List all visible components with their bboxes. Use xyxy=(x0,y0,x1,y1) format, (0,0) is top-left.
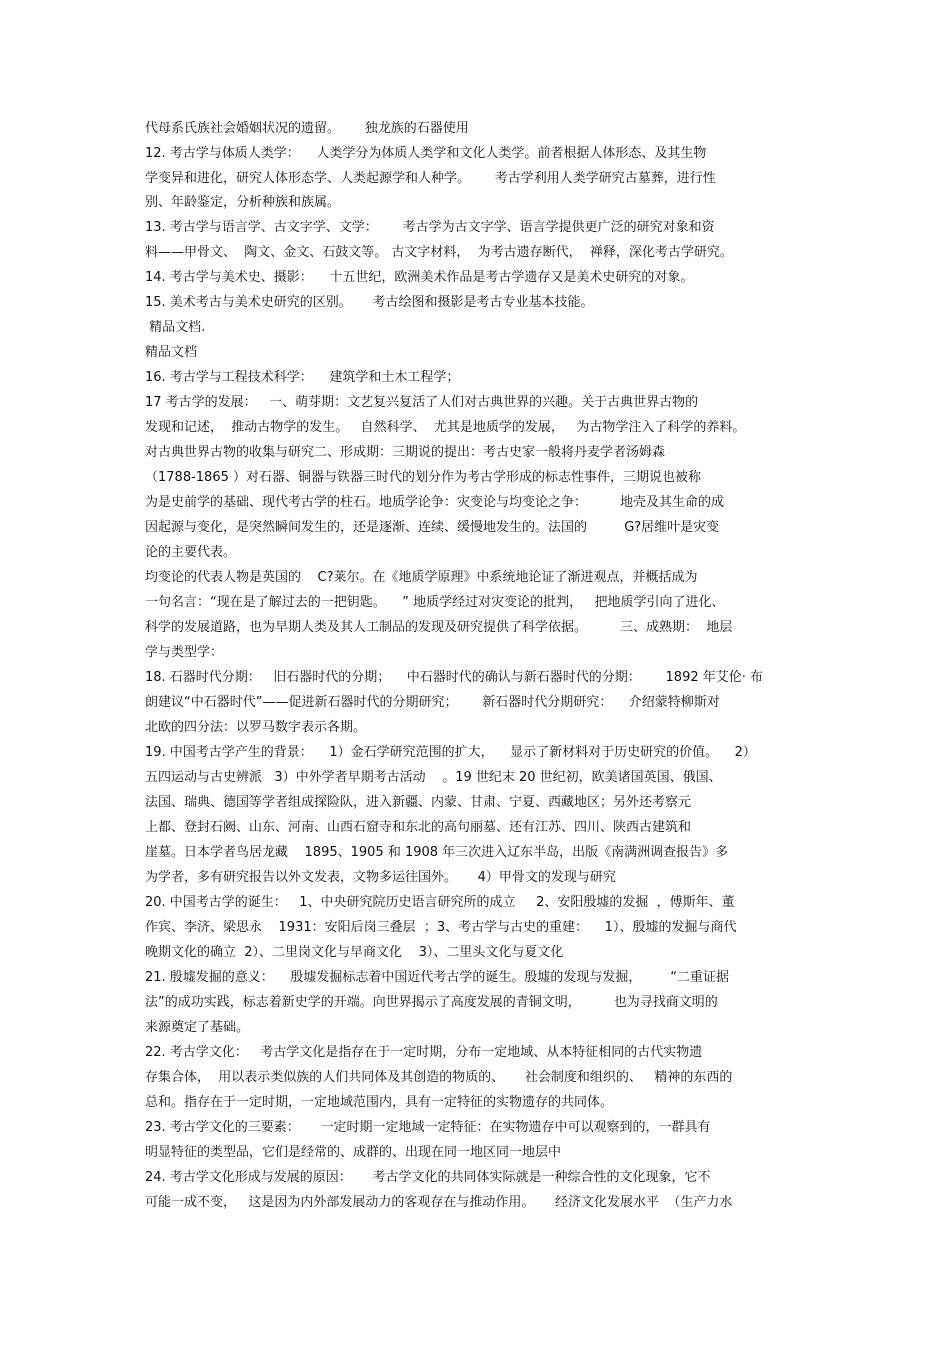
text-line: 北欧的四分法：以罗马数字表示各期。 xyxy=(145,720,367,735)
text-line: 学变异和进化，研究人体形态学、人类起源学和人种学。 考古学利用人类学研究古墓葬，进行性 xyxy=(145,171,716,186)
text-line: 晚期文化的确立 2）、二里岗文化与早商文化 3）、二里头文化与夏文化 xyxy=(145,945,564,960)
text-line: 发现和记述， 推动古物学的发生。 自然科学、 尤其是地质学的发展， 为古物学注入了科学的养料。 xyxy=(145,420,746,435)
text-line: 法”的成功实践，标志着新史学的开端。向世界揭示了高度发展的青铜文明， 也为寻找商文明的 xyxy=(145,995,718,1010)
text-line: 料——甲骨文、 陶文、金文、石鼓文等。 古文字材料， 为考古遗存断代， 禅释，深化考古学研究。 xyxy=(145,245,733,260)
text-line: 19. 中国考古学产生的背景： 1）金石学研究范围的扩大， 显示了新材料对于历史研究的价值。 2） xyxy=(145,745,756,760)
text-line: 18. 石器时代分期： 旧石器时代的分期； 中石器时代的确认与新石器时代的分期： 1892 年艾伦· 布 xyxy=(145,670,764,685)
text-line: 明显特征的类型品，它们是经常的、成群的、出现在同一地区同一地层中 xyxy=(145,1145,562,1160)
page-header: 精品文档 xyxy=(145,345,198,360)
text-line: 23. 考古学文化的三要素： 一定时期一定地域一定特征：在实物遗存中可以观察到的，一群具有 xyxy=(145,1120,711,1135)
text-line: 17 考古学的发展： 一、萌芽期：文艺复兴复活了人们对古典世界的兴趣。关于古典世界古物的 xyxy=(145,395,699,410)
text-line: （1788-1865 ）对石器、铜器与铁器三时代的划分作为考古学形成的标志性事件，三期说也被称 xyxy=(145,470,701,485)
text-line: 13. 考古学与语言学、古文字学、文学： 考古学为古文字学、语言学提供更广泛的研究对象和资 xyxy=(145,220,715,235)
text-line: 14. 考古学与美术史、摄影： 十五世纪，欧洲美术作品是考古学遗存又是美术史研究的对象。 xyxy=(145,270,694,285)
text-line: 24. 考古学文化形成与发展的原因： 考古学文化的共同体实际就是一种综合性的文化现象，它不 xyxy=(145,1170,711,1185)
text-line: 科学的发展道路，也为早期人类及其人工制品的发现及研究提供了科学依据。 三、成熟期： 地层 xyxy=(145,620,733,635)
text-line: 崖墓。日本学者鸟居龙藏 1895、1905 和 1908 年三次进入辽东半岛，出版《南满洲调查报告》多 xyxy=(145,845,729,860)
text-line: 总和。指存在于一定时期，一定地域范围内，具有一定特征的实物遗存的共同体。 xyxy=(145,1095,614,1110)
text-line: 法国、瑞典、德国等学者组成探险队，进入新疆、内蒙、甘肃、宁夏、西藏地区；另外还考察元 xyxy=(145,795,692,810)
text-line: 作宾、李济、梁思永 1931：安阳后岗三叠层 ；3、考古学与古史的重建： 1）、殷墟的发掘与商代 xyxy=(145,920,737,935)
text-line: 22. 考古学文化： 考古学文化是指存在于一定时期，分布一定地域、从本特征相同的古代实物遗 xyxy=(145,1045,703,1060)
text-line: 15. 美术考古与美术史研究的区别。 考古绘图和摄影是考古专业基本技能。 xyxy=(145,295,594,310)
text-line: 20. 中国考古学的诞生： 1、中央研究院历史语言研究所的成立 2、安阳殷墟的发掘 ，傅斯年、董 xyxy=(145,895,735,910)
text-line: 上都、登封石阙、山东、河南、山西石窟寺和东北的高句丽墓、还有江苏、四川、陕西古建筑和 xyxy=(145,820,692,835)
text-line: 可能一成不变， 这是因为内外部发展动力的客观存在与推动作用。 经济文化发展水平 （生产力水 xyxy=(145,1195,733,1210)
text-line: 12. 考古学与体质人类学： 人类学分为体质人类学和文化人类学。前者根据人体形态、及其生物 xyxy=(145,146,707,161)
text-line: 均变论的代表人物是英国的 C?莱尔。在《地质学原理》中系统地论证了渐进观点，并概括成为 xyxy=(145,570,698,585)
text-line: 代母系氏族社会婚姻状况的遗留。 独龙族的石器使用 xyxy=(145,121,469,136)
page-footer: 精品文档. xyxy=(145,320,206,335)
text-line: 朗建议“中石器时代”——促进新石器时代的分期研究； 新石器时代分期研究： 介绍蒙特柳斯对 xyxy=(145,695,720,710)
text-line: 一句名言：“现在是了解过去的一把钥匙。 ” 地质学经过对灾变论的批判， 把地质学引向了进化、 xyxy=(145,595,725,610)
text-line: 为是史前学的基础、现代考古学的柱石。地质学论争：灾变论与均变论之争： 地壳及其生命的成 xyxy=(145,495,725,510)
text-line: 21. 殷墟发掘的意义： 殷墟发掘标志着中国近代考古学的诞生。殷墟的发现与发掘， “二重证据 xyxy=(145,970,729,985)
text-line: 为学者，多有研究报告以外文发表，文物多运往国外。 4）甲骨文的发现与研究 xyxy=(145,870,616,885)
text-line: 别、年龄鉴定，分析种族和族属。 xyxy=(145,195,341,210)
text-line: 对古典世界古物的收集与研究二、形成期：三期说的提出：考古史家一般将丹麦学者汤姆森 xyxy=(145,445,666,460)
text-line: 存集合体， 用以表示类似族的人们共同体及其创造的物质的、 社会制度和组织的、 精神的东西的 xyxy=(145,1070,733,1085)
text-line: 五四运动与古史辨派 3）中外学者早期考古活动 。19 世纪末 20 世纪初，欧美诸国英国、俄国、 xyxy=(145,770,722,785)
text-line: 16. 考古学与工程技术科学： 建筑学和土木工程学； xyxy=(145,370,460,385)
text-line: 因起源与变化，是突然瞬间发生的，还是逐渐、连续、缓慢地发生的。法国的 G?居维叶是灾变 xyxy=(145,520,720,535)
text-line: 来源奠定了基础。 xyxy=(145,1020,250,1035)
text-line: 论的主要代表。 xyxy=(145,545,237,560)
text-line: 学与类型学： xyxy=(145,645,224,660)
